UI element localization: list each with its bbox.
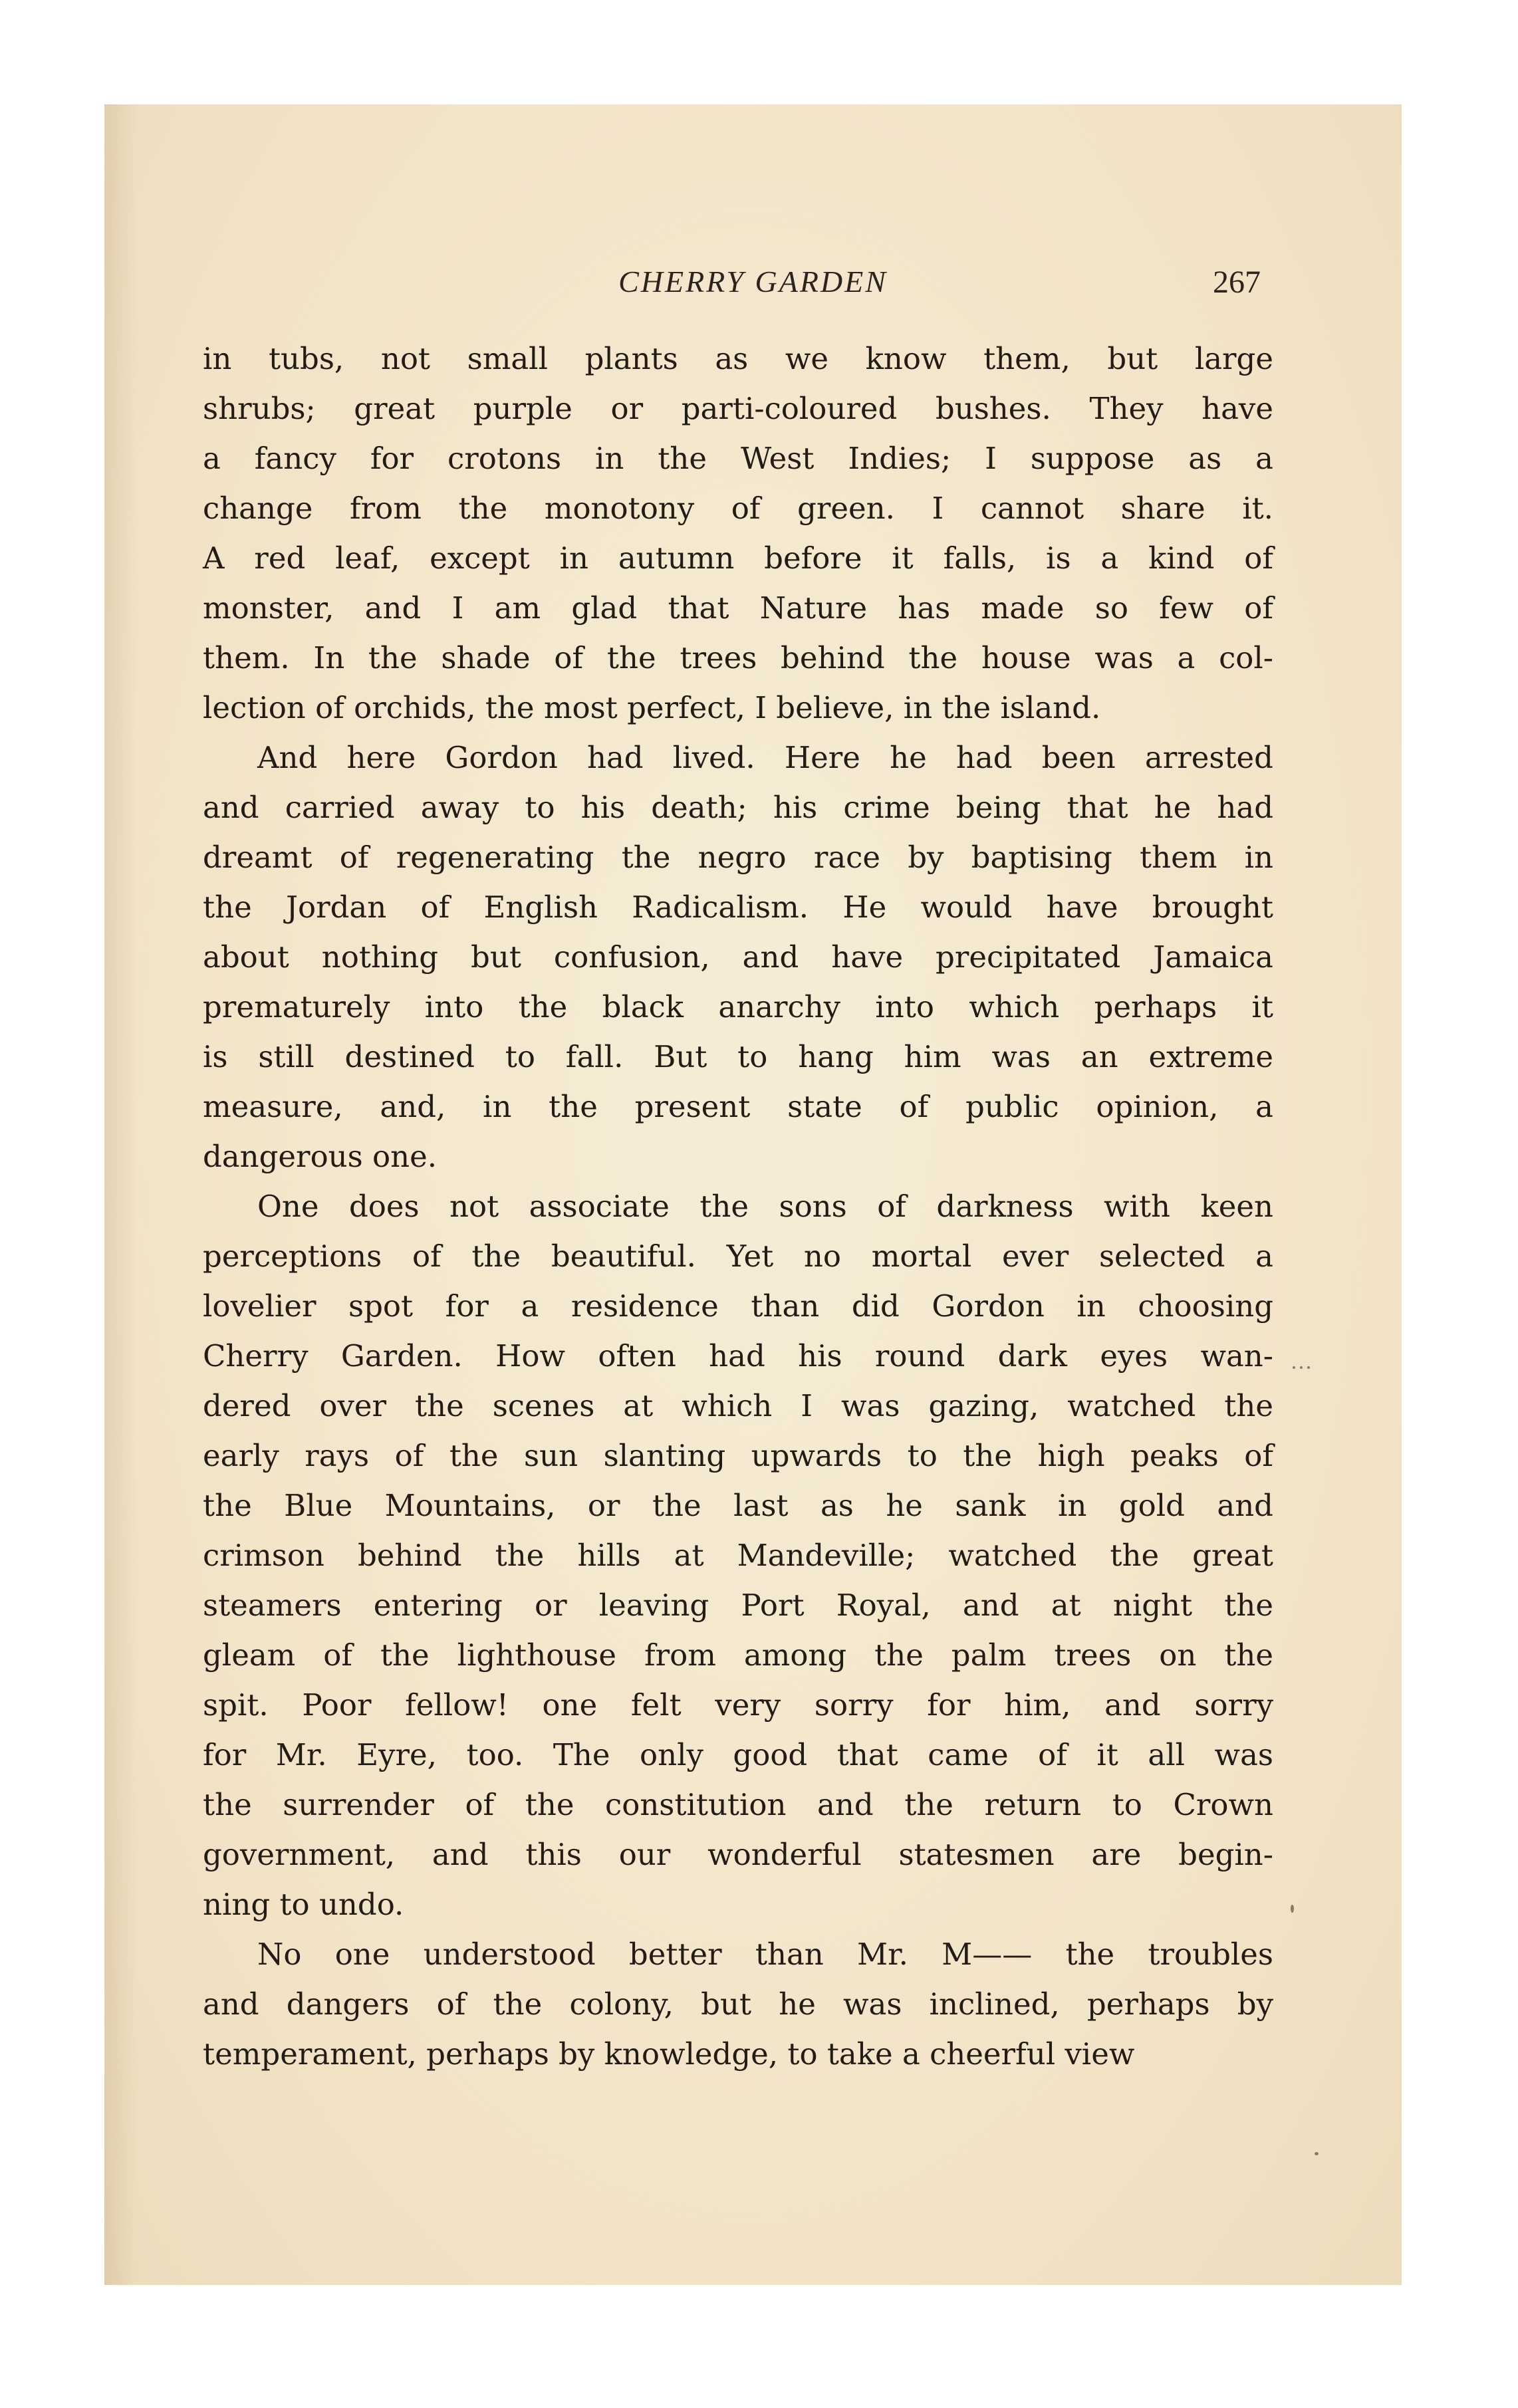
- text-line: And here Gordon had lived. Here he had been arrested: [257, 740, 1273, 775]
- text-line: temperament, perhaps by knowledge, to take a cheerful view: [203, 2036, 1135, 2072]
- page-header: [104, 264, 1402, 310]
- text-line: No one understood better than Mr. M—— the troubles: [257, 1937, 1273, 1972]
- text-line: for Mr. Eyre, too. The only good that came of it all was: [203, 1737, 1273, 1772]
- text-line: a fancy for crotons in the West Indies; I suppose as a: [203, 441, 1273, 476]
- text-line: A red leaf, except in autumn before it falls, is a kind of: [203, 541, 1273, 576]
- text-line: Cherry Garden. How often had his round dark eyes wan-: [203, 1338, 1273, 1374]
- text-line: early rays of the sun slanting upwards to the high peaks of: [203, 1438, 1273, 1473]
- paper-speck: [1291, 1905, 1294, 1913]
- text-line: gleam of the lighthouse from among the palm trees on the: [203, 1637, 1273, 1673]
- text-line: the surrender of the constitution and the return to Crown: [203, 1787, 1273, 1822]
- paragraph: [203, 1929, 1273, 2079]
- text-line: dreamt of regenerating the negro race by baptising them in: [203, 840, 1273, 875]
- text-line: One does not associate the sons of darkness with keen: [257, 1189, 1273, 1224]
- text-line: ning to undo.: [203, 1887, 404, 1922]
- paragraph: [203, 733, 1273, 1181]
- body-text: [203, 334, 1273, 2079]
- text-line: them. In the shade of the trees behind the house was a col-: [203, 640, 1273, 675]
- page-number: 267: [1213, 265, 1261, 300]
- text-line: and carried away to his death; his crime being that he had: [203, 790, 1273, 825]
- text-line: dangerous one.: [203, 1139, 438, 1174]
- text-line: perceptions of the beautiful. Yet no mortal ever selected a: [203, 1239, 1273, 1274]
- text-line: spit. Poor fellow! one felt very sorry for him, and sorry: [203, 1687, 1273, 1723]
- paragraph: [203, 334, 1273, 733]
- book-page: [104, 104, 1402, 2285]
- paper-speck: [1315, 2152, 1319, 2155]
- text-line: the Blue Mountains, or the last as he sank in gold and: [203, 1488, 1273, 1523]
- paper-speck: [1293, 1366, 1295, 1369]
- text-line: monster, and I am glad that Nature has made so few of: [203, 590, 1273, 626]
- paragraph: [203, 1181, 1273, 1929]
- paper-speck: [1300, 1366, 1303, 1369]
- paper-speck: [1307, 1366, 1310, 1369]
- text-line: about nothing but confusion, and have precipitated Jamaica: [203, 939, 1273, 975]
- text-line: lection of orchids, the most perfect, I believe, in the island.: [203, 690, 1101, 725]
- text-line: is still destined to fall. But to hang him was an extreme: [203, 1039, 1273, 1074]
- text-line: and dangers of the colony, but he was inclined, perhaps by: [203, 1987, 1273, 2022]
- page-edge-shadow: [104, 104, 138, 2285]
- text-line: in tubs, not small plants as we know them, but large: [203, 341, 1273, 376]
- text-line: the Jordan of English Radicalism. He would have brought: [203, 890, 1273, 925]
- text-line: crimson behind the hills at Mandeville; watched the great: [203, 1538, 1273, 1573]
- text-line: measure, and, in the present state of public opinion, a: [203, 1089, 1273, 1124]
- text-line: lovelier spot for a residence than did Gordon in choosing: [203, 1288, 1273, 1324]
- text-line: shrubs; great purple or parti-coloured bushes. They have: [203, 391, 1273, 426]
- text-line: government, and this our wonderful statesmen are begin-: [203, 1837, 1273, 1872]
- text-line: prematurely into the black anarchy into which perhaps it: [203, 989, 1273, 1024]
- text-line: change from the monotony of green. I cannot share it.: [203, 491, 1273, 526]
- running-title: CHERRY GARDEN: [618, 265, 888, 299]
- text-line: steamers entering or leaving Port Royal, and at night the: [203, 1588, 1273, 1623]
- text-line: dered over the scenes at which I was gazing, watched the: [203, 1388, 1273, 1423]
